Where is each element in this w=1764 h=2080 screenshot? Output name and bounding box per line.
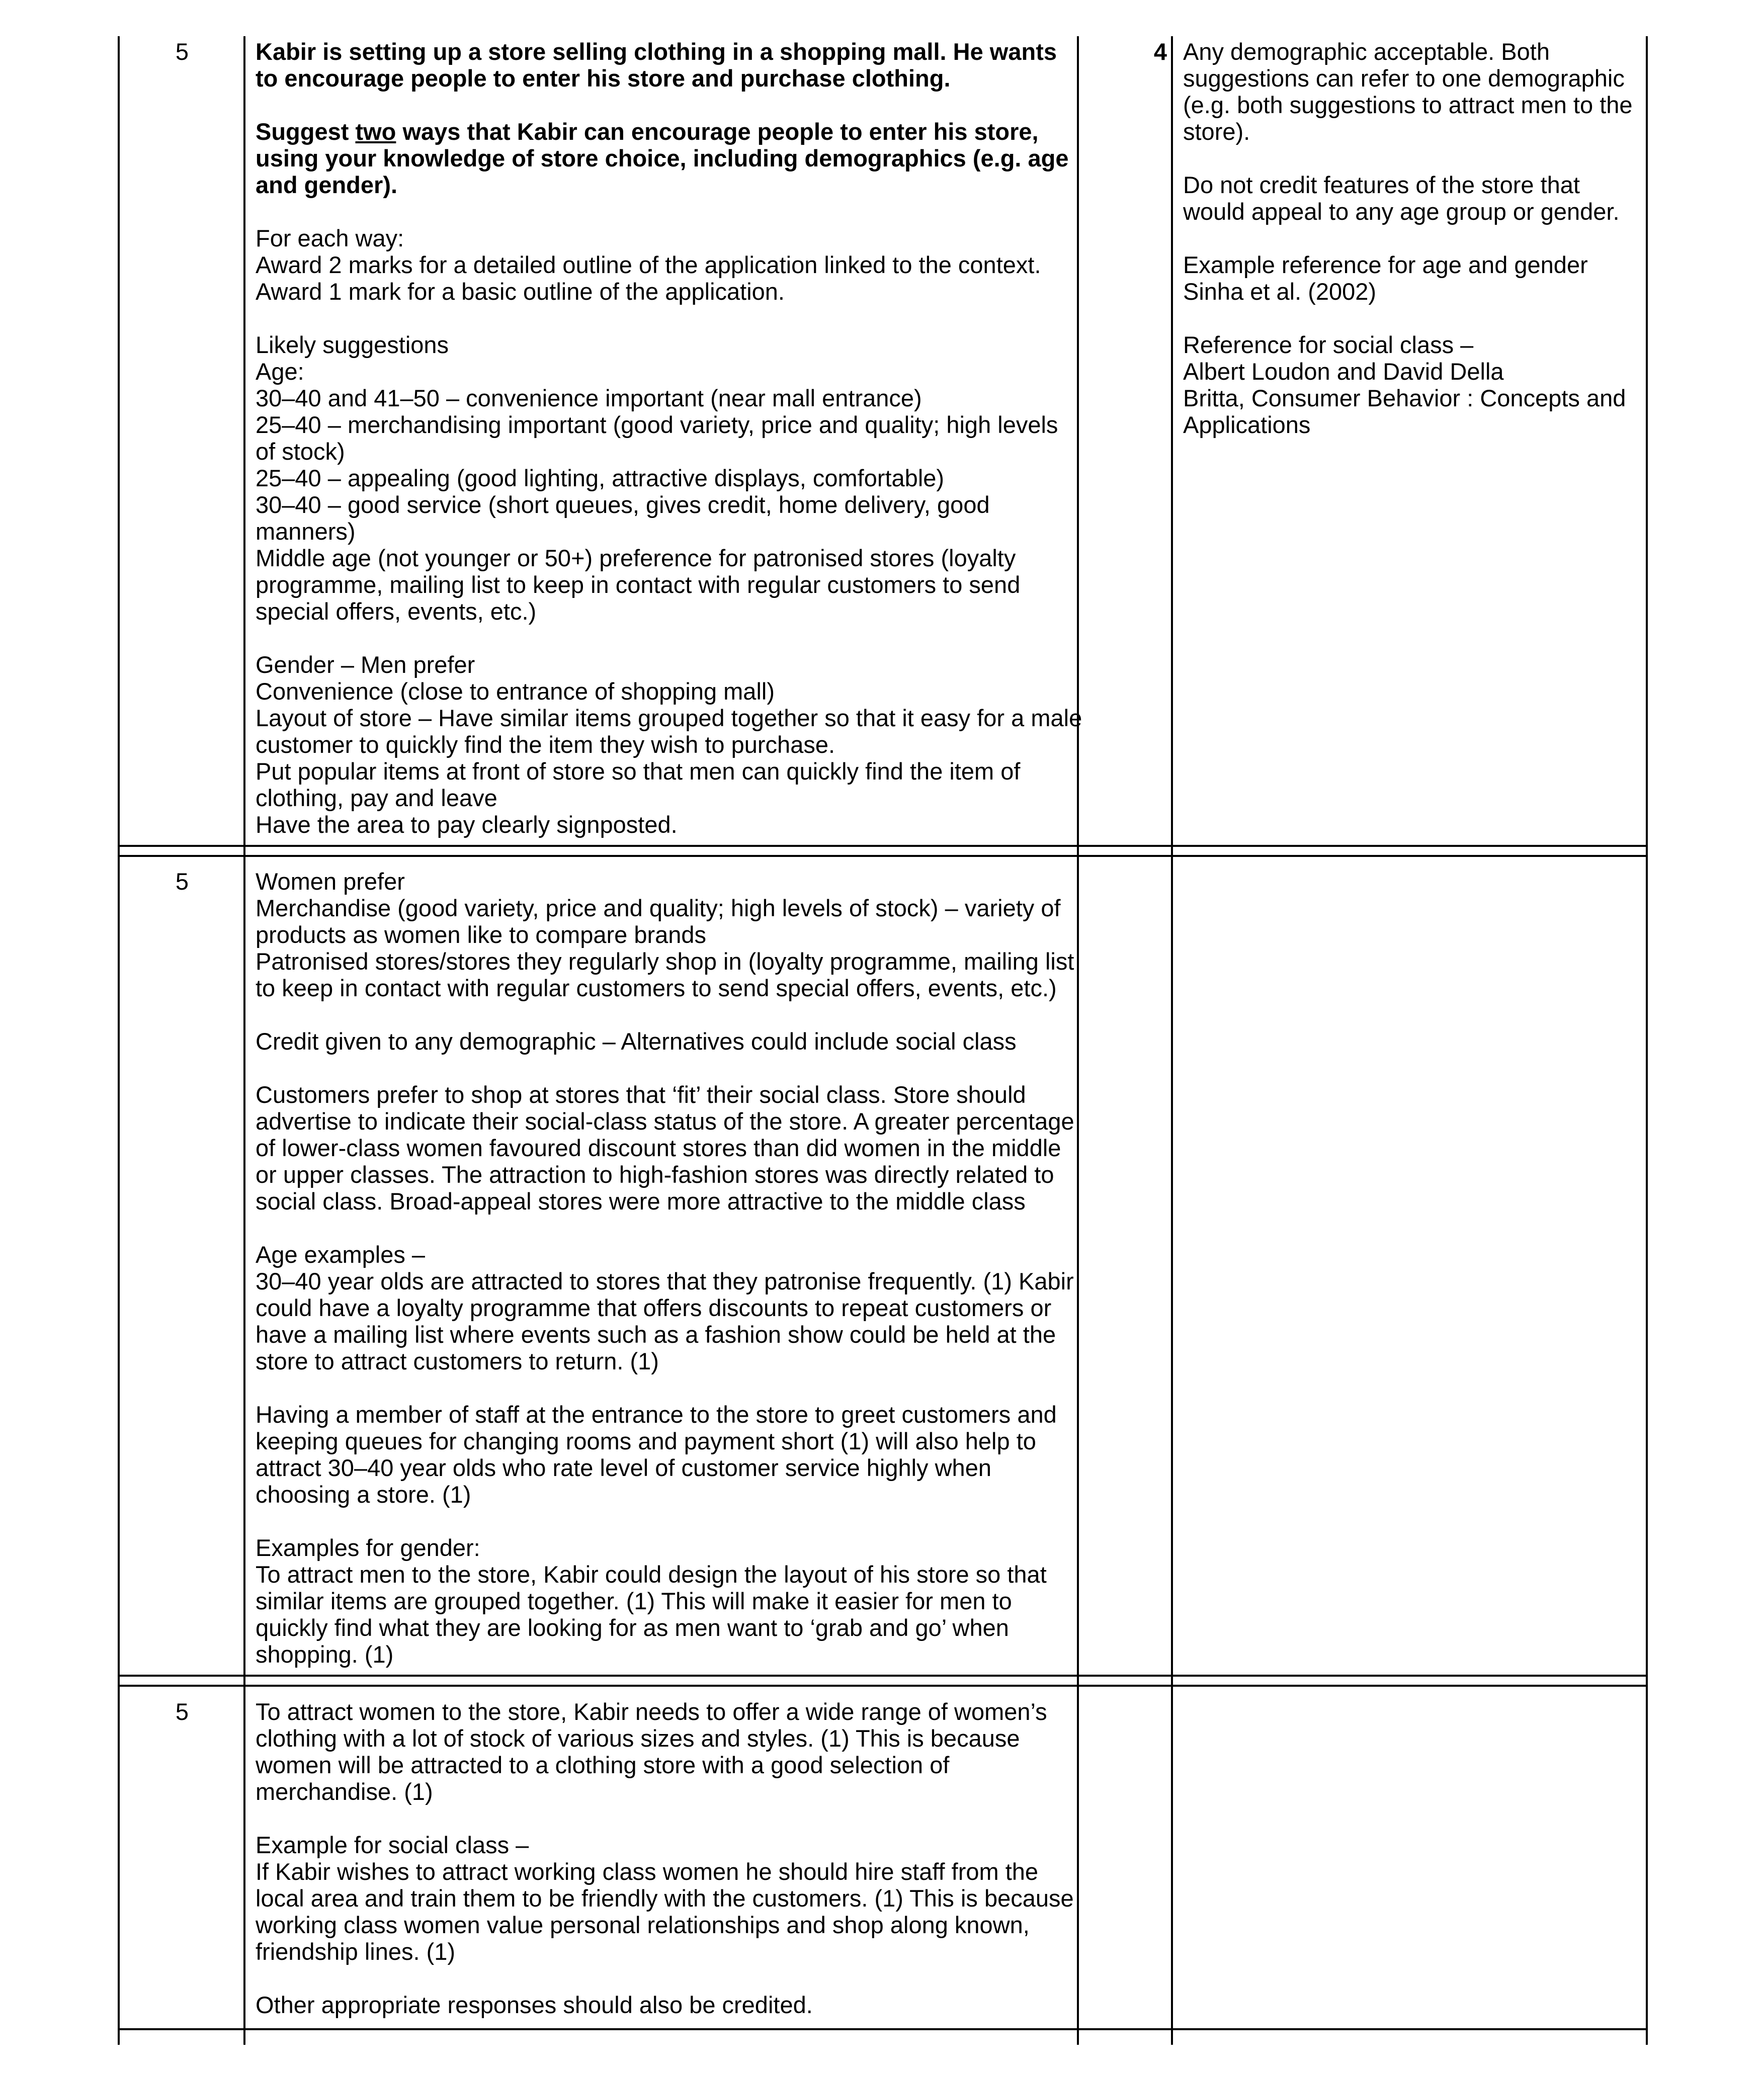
answer-line: Examples for gender: <box>256 1534 480 1561</box>
answer-line: or upper classes. The attraction to high-fashion stores was directly related to <box>256 1161 1054 1188</box>
question-instruction: using your knowledge of store choice, including demographics (e.g. age <box>256 145 1069 171</box>
answer-line: keeping queues for changing rooms and payment short (1) will also help to <box>256 1428 1036 1454</box>
column-divider-guidance <box>1171 36 1173 2045</box>
table-bottom-border <box>118 2028 1648 2030</box>
guidance-line: Reference for social class – <box>1183 331 1474 358</box>
answer-line: special offers, events, etc.) <box>256 598 537 625</box>
answer-line: Customers prefer to shop at stores that ‘fit’ their social class. Store should <box>256 1081 1026 1108</box>
guidance-line: would appeal to any age group or gender. <box>1183 198 1620 225</box>
answer-line: customer to quickly find the item they wish to purchase. <box>256 731 835 758</box>
guidance-line: Any demographic acceptable. Both <box>1183 38 1550 65</box>
question-text: Kabir is setting up a store selling clothing in a shopping mall. He wants <box>256 38 1057 65</box>
column-divider-answer <box>243 36 245 2045</box>
answer-line: Award 2 marks for a detailed outline of the application linked to the context. <box>256 251 1041 278</box>
answer-line: For each way: <box>256 225 404 251</box>
answer-line: Example for social class – <box>256 1832 529 1858</box>
answer-line: Other appropriate responses should also be credited. <box>256 1991 813 2018</box>
guidance-line: Example reference for age and gender <box>1183 251 1588 278</box>
guidance-cell <box>1183 38 1641 438</box>
question-number: 5 <box>175 1698 189 1725</box>
answer-line: 25–40 – merchandising important (good variety, price and quality; high levels <box>256 411 1058 438</box>
question-number: 5 <box>175 868 189 895</box>
row-separator-bottom <box>118 1685 1648 1687</box>
instruction-emphasis: two <box>355 118 396 145</box>
answer-line: To attract men to the store, Kabir could design the layout of his store so that <box>256 1561 1047 1588</box>
guidance-line: store). <box>1183 118 1250 145</box>
answer-line: Patronised stores/stores they regularly shop in (loyalty programme, mailing list <box>256 948 1074 975</box>
answer-line: could have a loyalty programme that offers discounts to repeat customers or <box>256 1294 1052 1321</box>
guidance-line: Albert Loudon and David Della <box>1183 358 1504 385</box>
answer-line: Award 1 mark for a basic outline of the application. <box>256 278 785 305</box>
question-instruction <box>256 118 1078 145</box>
guidance-line: Britta, Consumer Behavior : Concepts and <box>1183 385 1626 411</box>
answer-line: Having a member of staff at the entrance to the store to greet customers and <box>256 1401 1057 1428</box>
table-border-left <box>118 36 120 2045</box>
answer-line: Gender – Men prefer <box>256 651 475 678</box>
answer-line: similar items are grouped together. (1) This will make it easier for men to <box>256 1588 1012 1614</box>
answer-line: have a mailing list where events such as a fashion show could be held at the <box>256 1321 1056 1348</box>
row-separator-top <box>118 1675 1648 1677</box>
answer-line: To attract women to the store, Kabir needs to offer a wide range of women’s <box>256 1698 1047 1725</box>
answer-line: clothing, pay and leave <box>256 785 497 811</box>
answer-line: friendship lines. (1) <box>256 1938 456 1965</box>
answer-cell <box>256 38 1082 838</box>
instruction-text: Suggest <box>256 118 356 145</box>
answer-line: Credit given to any demographic – Alternatives could include social class <box>256 1028 1017 1055</box>
answer-line: of lower-class women favoured discount stores than did women in the middle <box>256 1135 1061 1161</box>
answer-line: Women prefer <box>256 868 405 895</box>
answer-line: choosing a store. (1) <box>256 1481 471 1508</box>
answer-line: 30–40 – good service (short queues, gives credit, home delivery, good <box>256 491 990 518</box>
answer-line: Age examples – <box>256 1241 426 1268</box>
answer-cell <box>256 1698 1078 2018</box>
answer-line: to keep in contact with regular customers to send special offers, events, etc.) <box>256 975 1057 1001</box>
instruction-text: ways that Kabir can encourage people to enter his store, <box>396 118 1039 145</box>
marks-value: 4 <box>1153 38 1167 65</box>
answer-line: clothing with a lot of stock of various sizes and styles. (1) This is because <box>256 1725 1020 1752</box>
answer-line: Convenience (close to entrance of shopping mall) <box>256 678 775 705</box>
answer-line: programme, mailing list to keep in contact with regular customers to send <box>256 571 1021 598</box>
question-text: to encourage people to enter his store and purchase clothing. <box>256 65 951 92</box>
answer-line: 30–40 and 41–50 – convenience important (near mall entrance) <box>256 385 922 411</box>
answer-line: store to attract customers to return. (1) <box>256 1348 659 1374</box>
answer-line: Age: <box>256 358 304 385</box>
answer-line: Middle age (not younger or 50+) preference for patronised stores (loyalty <box>256 545 1016 571</box>
guidance-line: Applications <box>1183 411 1311 438</box>
guidance-line: Do not credit features of the store that <box>1183 171 1580 198</box>
answer-line: attract 30–40 year olds who rate level of customer service highly when <box>256 1454 991 1481</box>
answer-line: quickly find what they are looking for as men want to ‘grab and go’ when <box>256 1614 1009 1641</box>
answer-line: Layout of store – Have similar items grouped together so that it easy for a male <box>256 705 1082 731</box>
answer-line: local area and train them to be friendly with the customers. (1) This is because <box>256 1885 1074 1912</box>
answer-line: advertise to indicate their social-class status of the store. A greater percentage <box>256 1108 1074 1135</box>
answer-line: manners) <box>256 518 356 545</box>
answer-line: Likely suggestions <box>256 331 449 358</box>
answer-line: Have the area to pay clearly signposted. <box>256 811 678 838</box>
guidance-line: Sinha et al. (2002) <box>1183 278 1377 305</box>
answer-cell <box>256 868 1078 1668</box>
answer-line: Put popular items at front of store so that men can quickly find the item of <box>256 758 1021 785</box>
answer-line: 30–40 year olds are attracted to stores that they patronise frequently. (1) Kabir <box>256 1268 1074 1294</box>
guidance-line: suggestions can refer to one demographic <box>1183 65 1625 92</box>
answer-line: merchandise. (1) <box>256 1778 433 1805</box>
question-number: 5 <box>175 38 189 65</box>
answer-line: social class. Broad-appeal stores were more attractive to the middle class <box>256 1188 1026 1215</box>
table-border-right <box>1646 36 1648 2045</box>
answer-line: Merchandise (good variety, price and quality; high levels of stock) – variety of <box>256 895 1061 921</box>
answer-line: If Kabir wishes to attract working class women he should hire staff from the <box>256 1858 1039 1885</box>
answer-line: 25–40 – appealing (good lighting, attractive displays, comfortable) <box>256 465 945 491</box>
answer-line: working class women value personal relationships and shop along known, <box>256 1912 1030 1938</box>
answer-line: women will be attracted to a clothing store with a good selection of <box>256 1752 950 1778</box>
answer-line: shopping. (1) <box>256 1641 394 1668</box>
row-separator-bottom <box>118 855 1648 857</box>
answer-line: products as women like to compare brands <box>256 921 707 948</box>
question-instruction: and gender). <box>256 171 398 198</box>
row-separator-top <box>118 845 1648 847</box>
answer-line: of stock) <box>256 438 345 465</box>
guidance-line: (e.g. both suggestions to attract men to the <box>1183 92 1633 118</box>
